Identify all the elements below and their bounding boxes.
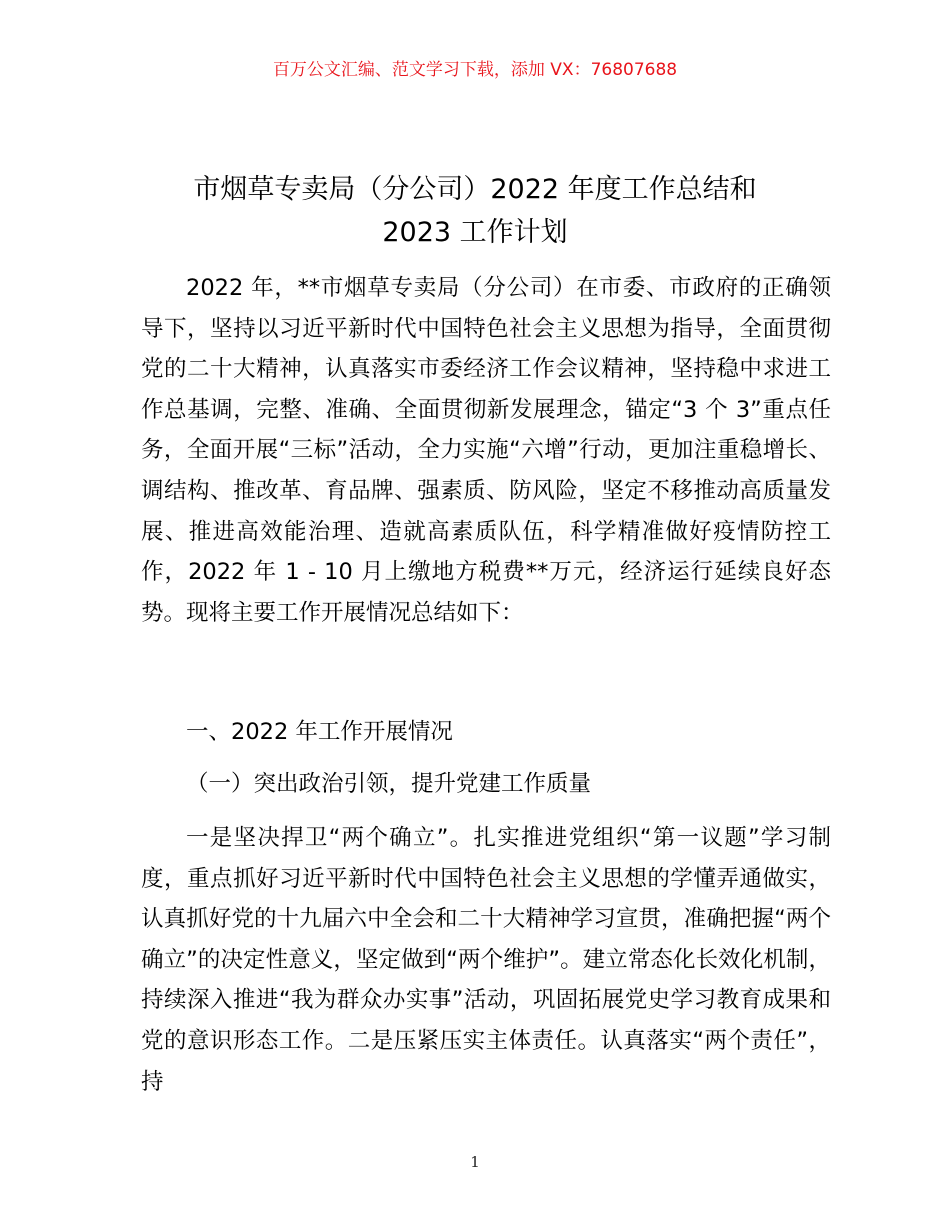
document-title-line-1: 市烟草专卖局（分公司）2022 年度工作总结和 [193, 174, 757, 205]
subsection-heading: （一）突出政治引领，提升党建工作质量 [186, 771, 592, 797]
body-paragraph: 一是坚决捍卫“两个确立”。扎实推进党组织“第一议题”学习制度，重点抓好习近平新时代中国特色社会主义思想的学懂弄通做实，认真抓好党的十九届六中全会和二十大精神学习宣贯，准确把握“两个确立”的决定性意义，坚定做到“两个维护”。建立常态化长效化机制，持续深入推进“我为群众办实事”活动，巩固拓展党史学习教育成果和党的意识形态工作。二是压紧压实主体责任。认真落实“两个责任”，持 [141, 825, 831, 1095]
document-title-line-2: 2023 工作计划 [382, 217, 568, 248]
watermark-text: 百万公文汇编、范文学习下载，添加 VX：76807688 [272, 60, 678, 80]
section-heading: 一、2022 年工作开展情况 [186, 719, 453, 745]
intro-paragraph-block [141, 268, 831, 633]
page-number: 1 [470, 1153, 480, 1171]
intro-paragraph: 2022 年，**市烟草专卖局（分公司）在市委、市政府的正确领导下，坚持以习近平新时代中国特色社会主义思想为指导，全面贯彻党的二十大精神，认真落实市委经济工作会议精神，坚持稳中求进工作总基调，完整、准确、全面贯彻新发展理念，锚定“3 个 3”重点任务，全面开展“三标”活动，全力实施“六增”行动，更加注重稳增长、调结构、推改革、育品牌、强素质、防风险，坚定不移推动高质量发展、推进高效能治理、造就高素质队伍，科学精准做好疫情防控工作，2022 年 1 - 10 月上缴地方税费**万元，经济运行延续良好态势。现将主要工作开展情况总结如下： [141, 275, 831, 626]
body-paragraph-block [141, 818, 831, 1102]
